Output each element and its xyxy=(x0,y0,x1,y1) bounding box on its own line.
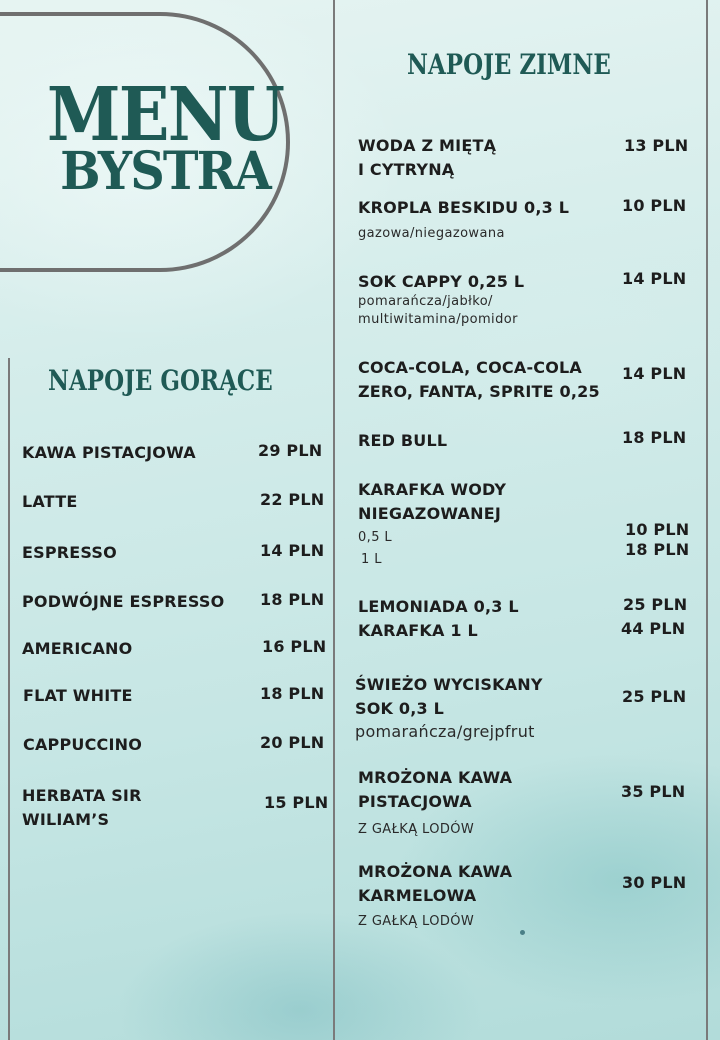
cold-item-name: ŚWIEŻO WYCISKANY xyxy=(355,675,543,694)
hot-item-name: ESPRESSO xyxy=(22,543,117,562)
cold-item-price: 10 PLN xyxy=(625,520,690,539)
cold-item-name: MROŻONA KAWA xyxy=(358,768,513,787)
cold-item-note: Z GAŁKĄ LODÓW xyxy=(358,822,475,837)
cold-item-name: SOK CAPPY 0,25 L xyxy=(358,272,525,291)
hot-item-name: HERBATA SIR xyxy=(22,786,142,805)
right-edge-line xyxy=(706,0,708,1040)
cold-item-price: 10 PLN xyxy=(622,196,687,215)
hot-item-price: 14 PLN xyxy=(260,541,325,560)
cold-item-name: WODA Z MIĘTĄ xyxy=(358,136,497,155)
hot-item-price: 15 PLN xyxy=(264,793,329,812)
hot-item-name: WILIAM’S xyxy=(22,810,110,829)
cold-item-price: 18 PLN xyxy=(625,540,690,559)
cold-item-price: 13 PLN xyxy=(624,136,689,155)
hot-drinks-heading: NAPOJE GORĄCE xyxy=(48,364,273,397)
cold-item-size: 0,5 L xyxy=(358,530,393,545)
cold-item-price: 35 PLN xyxy=(621,782,686,801)
cold-item-name: KARMELOWA xyxy=(358,886,477,905)
cold-item-note: multiwitamina/pomidor xyxy=(358,312,518,327)
cold-item-name: LEMONIADA 0,3 L xyxy=(358,597,519,616)
decorative-dot xyxy=(520,930,525,935)
cold-item-name: PISTACJOWA xyxy=(358,792,472,811)
hot-item-price: 20 PLN xyxy=(260,733,325,752)
cold-item-price: 30 PLN xyxy=(622,873,687,892)
cold-item-note: Z GAŁKĄ LODÓW xyxy=(358,914,475,929)
cold-item-name: KARAFKA 1 L xyxy=(358,621,478,640)
cold-item-note: pomarańcza/jabłko/ xyxy=(358,294,493,309)
cold-item-size: 1 L xyxy=(361,552,382,567)
cold-drinks-heading: NAPOJE ZIMNE xyxy=(407,48,611,81)
hot-item-name: CAPPUCCINO xyxy=(23,735,142,754)
cold-item-name: SOK 0,3 L xyxy=(355,699,445,718)
hot-item-name: AMERICANO xyxy=(22,639,133,658)
hot-item-price: 16 PLN xyxy=(262,637,327,656)
cold-item-name: RED BULL xyxy=(358,431,448,450)
logo-title-menu: MENU xyxy=(46,72,284,158)
hot-item-price: 29 PLN xyxy=(258,441,323,460)
cold-item-name: KROPLA BESKIDU 0,3 L xyxy=(358,198,570,217)
cold-item-name: I CYTRYNĄ xyxy=(358,160,455,179)
cold-item-price: 14 PLN xyxy=(622,269,687,288)
cold-item-price: 14 PLN xyxy=(622,364,687,383)
cold-item-name: KARAFKA WODY xyxy=(358,480,507,499)
hot-item-name: KAWA PISTACJOWA xyxy=(22,443,196,462)
cold-item-note: pomarańcza/grejpfrut xyxy=(355,722,535,741)
hot-item-name: PODWÓJNE ESPRESSO xyxy=(22,592,225,611)
hot-item-price: 18 PLN xyxy=(260,590,325,609)
cold-item-name: NIEGAZOWANEJ xyxy=(358,504,501,523)
hot-item-name: LATTE xyxy=(22,492,78,511)
cold-item-note: gazowa/niegazowana xyxy=(358,226,505,241)
logo-title-bystra: BYSTRA xyxy=(60,141,270,202)
cold-item-price: 44 PLN xyxy=(621,619,686,638)
hot-item-price: 18 PLN xyxy=(260,684,325,703)
cold-item-price: 25 PLN xyxy=(622,687,687,706)
center-column-divider xyxy=(333,0,335,1040)
cold-item-name: COCA-COLA, COCA-COLA xyxy=(358,358,583,377)
cold-item-name: MROŻONA KAWA xyxy=(358,862,513,881)
hot-item-price: 22 PLN xyxy=(260,490,325,509)
cold-item-price: 25 PLN xyxy=(623,595,688,614)
cold-item-price: 18 PLN xyxy=(622,428,687,447)
cold-item-name: ZERO, FANTA, SPRITE 0,25 xyxy=(358,382,600,401)
hot-item-name: FLAT WHITE xyxy=(23,686,133,705)
left-column-divider xyxy=(8,358,10,1040)
